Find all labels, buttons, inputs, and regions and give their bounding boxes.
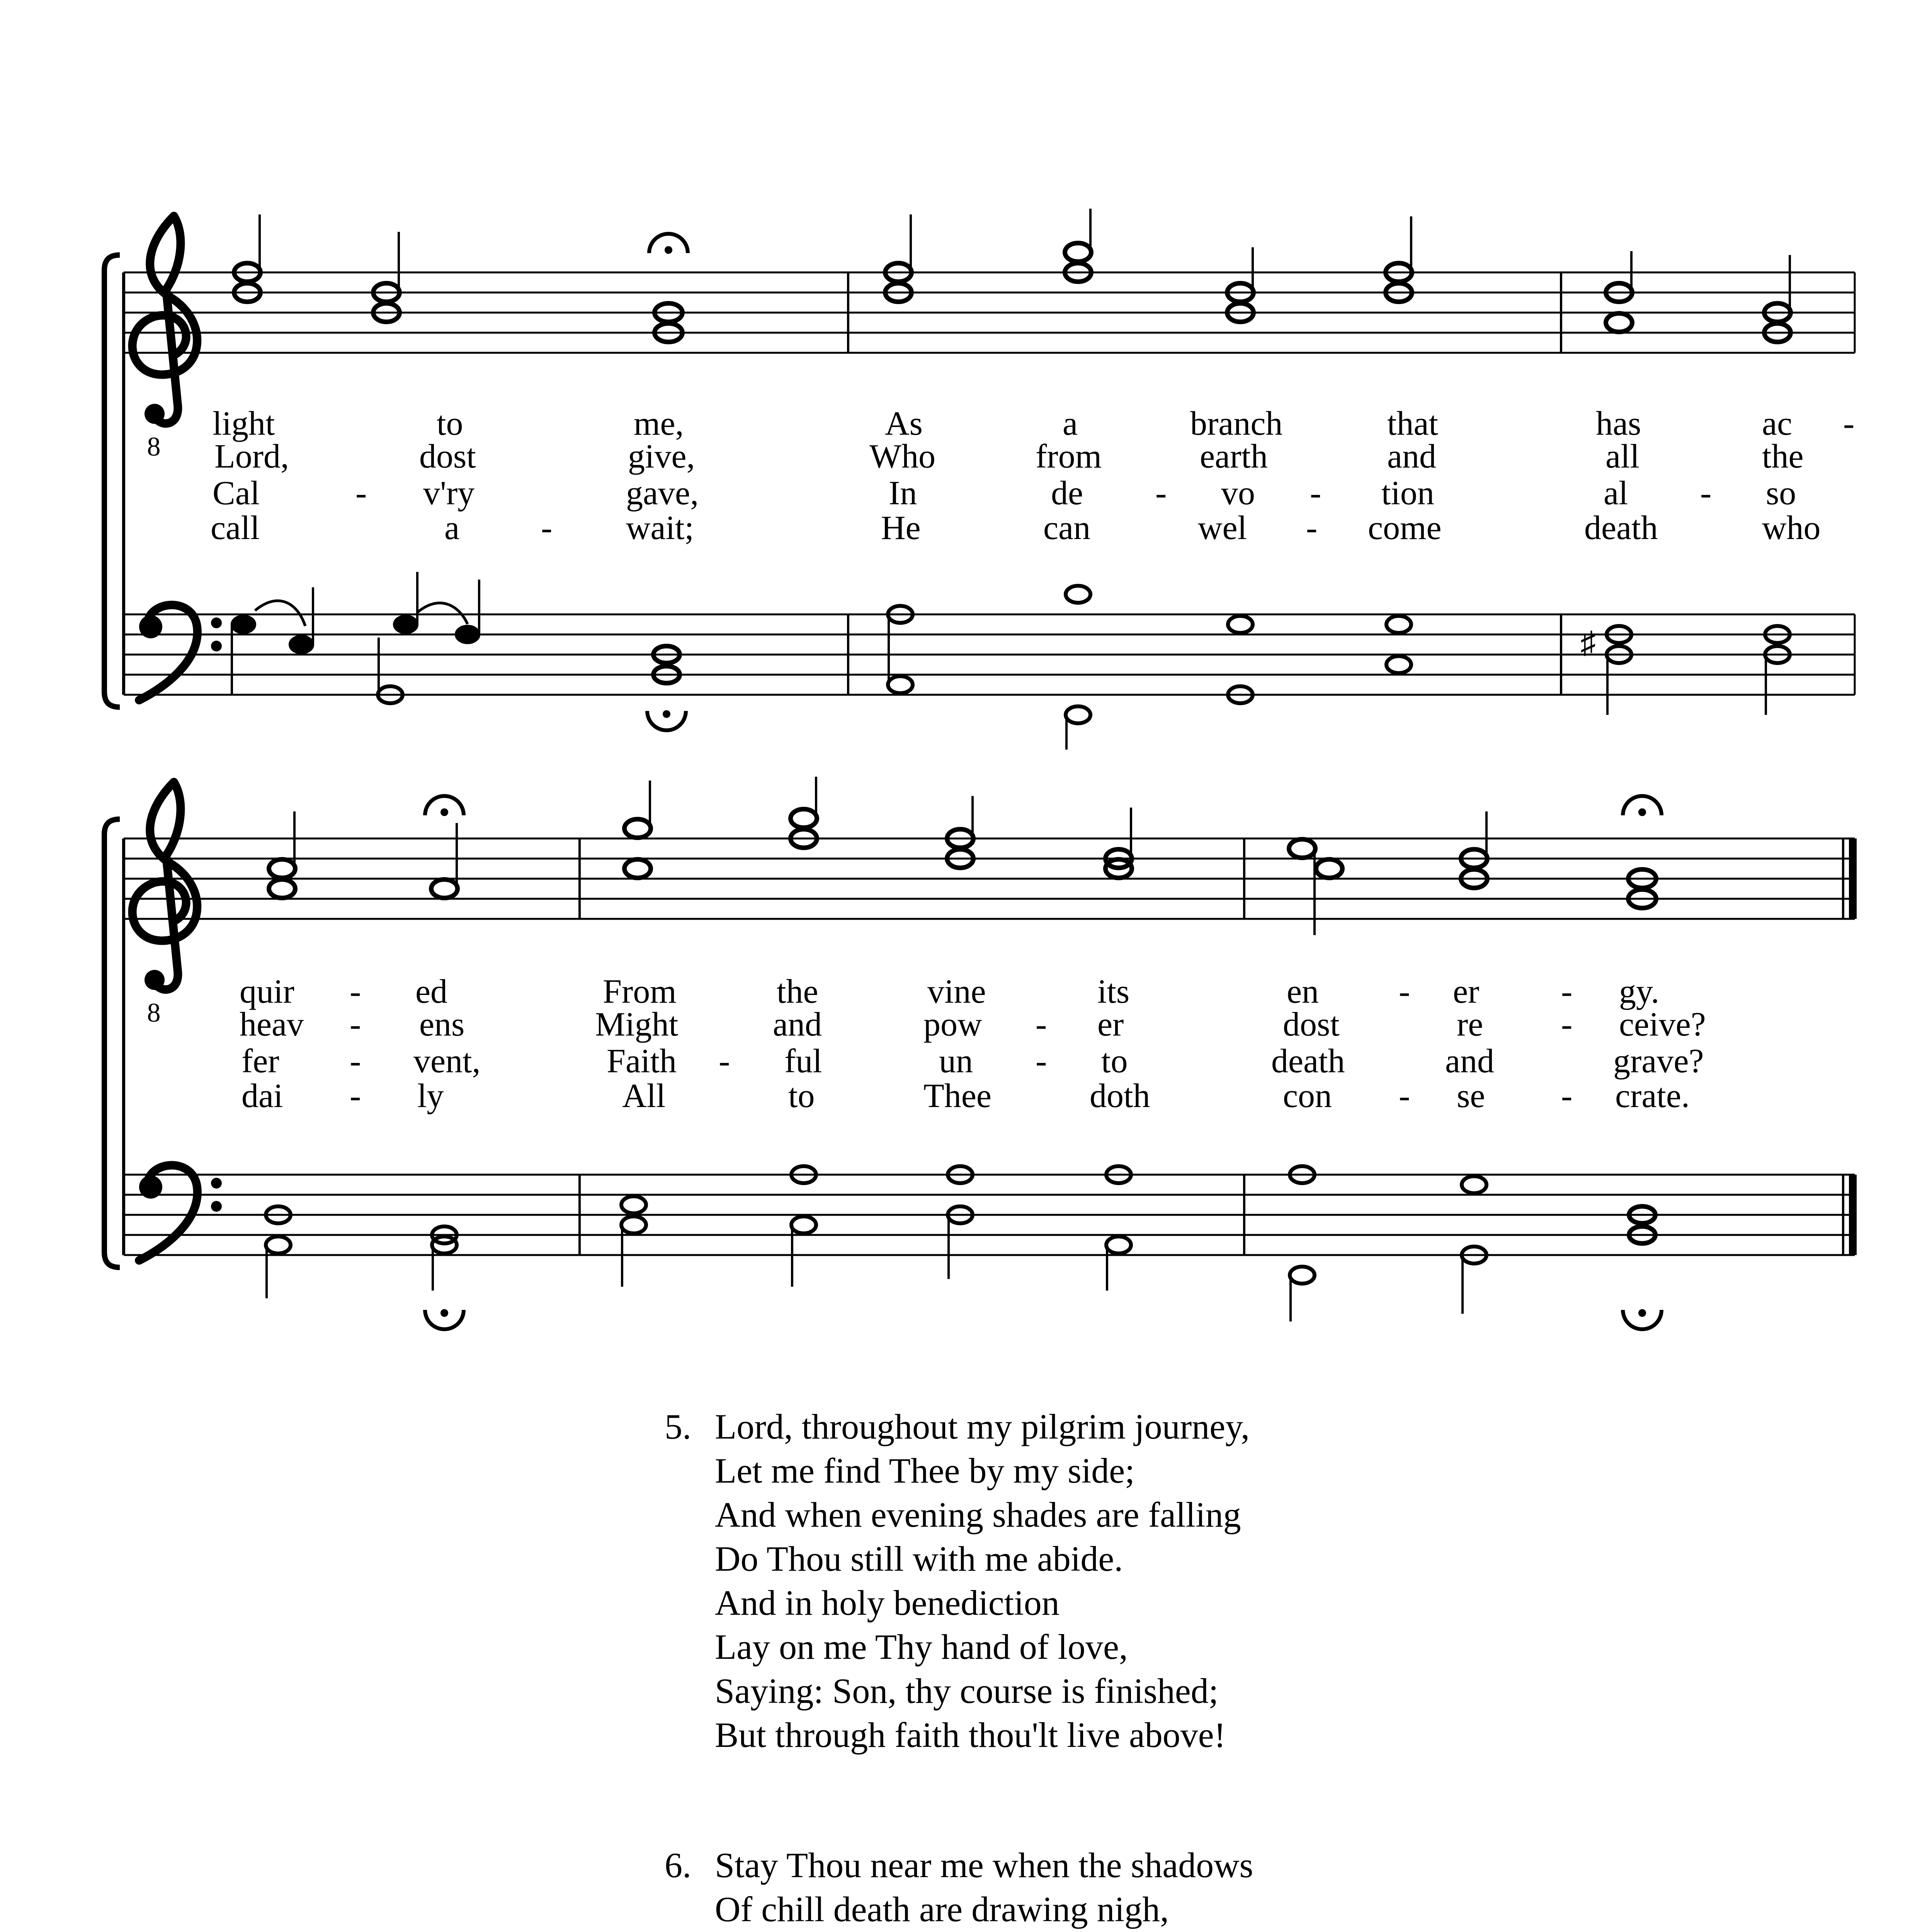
lyric-verse1-word12: From (603, 973, 677, 1010)
stanza-5 (665, 1405, 1250, 1757)
lyric-verse2-word6: earth (1200, 438, 1268, 475)
lyrics-system-1 (211, 405, 1854, 547)
lyric-verse4-hyphen5: - (1561, 1077, 1573, 1115)
lyric-verse2-word5: from (1036, 438, 1102, 475)
lyric-verse2-word4: Who (869, 438, 936, 475)
fermata-icon (649, 234, 688, 254)
lyric-verse3-word1: Cal (213, 474, 260, 512)
lyric-verse2-hyphen2: - (1036, 1006, 1047, 1043)
lyric-verse4-word6: wel (1198, 509, 1247, 547)
lyric-verse4-word9: who (1762, 509, 1821, 547)
lyric-verse3-hyphen1: - (355, 474, 367, 512)
lyric-verse1-word4: As (885, 405, 923, 442)
stanza-line: But through faith thou'lt live above! (715, 1715, 1226, 1755)
system-2 (104, 777, 1857, 1329)
lyric-verse3-word16: death (1271, 1043, 1345, 1080)
lyric-verse1-word8: has (1596, 405, 1641, 442)
lyric-verse2-word16: dost (1283, 1006, 1340, 1043)
bass-clef-icon (139, 1165, 222, 1260)
stanza-line: Lord, throughout my pilgrim journey, (715, 1407, 1250, 1446)
lyric-verse4-word12: All (622, 1077, 666, 1115)
lyric-verse2-word14: pow (923, 1006, 982, 1043)
lyric-verse1-word3: me, (634, 405, 684, 442)
fermata-icon (647, 710, 686, 730)
lyric-verse3-word12: Faith (607, 1043, 677, 1080)
stanza-line: And when evening shades are falling (715, 1495, 1241, 1534)
system-1 (104, 209, 1855, 750)
lyric-verse4-hyphen1: - (541, 509, 553, 547)
lyric-verse1-hyphen: - (1843, 405, 1855, 442)
stanza-line: Do Thou still with me abide. (715, 1539, 1123, 1578)
lyric-verse4-word2: a (444, 509, 460, 547)
stanza-line: Saying: Son, thy course is finished; (715, 1671, 1219, 1711)
lyric-verse1-hyphen2: - (350, 973, 361, 1010)
lyric-verse1-word6: branch (1190, 405, 1283, 442)
stanza-line: Of chill death are drawing nigh, (715, 1889, 1169, 1929)
lyric-verse3-word9: so (1766, 474, 1796, 512)
lyric-verse1-word16: en (1287, 973, 1319, 1010)
bass-notes (266, 1166, 1655, 1321)
lyric-verse2-word1: Lord, (214, 438, 289, 475)
lyric-verse1-word5: a (1063, 405, 1078, 442)
lyric-verse1-word10: quir (240, 973, 294, 1010)
lyric-verse1-hyphen4: - (1561, 973, 1573, 1010)
lyric-verse4-word3: wait; (626, 509, 694, 547)
lyric-verse3-word6: vo (1221, 474, 1255, 512)
stanza-6 (665, 1843, 1253, 1932)
lyric-verse1-word2: to (437, 405, 463, 442)
lyric-verse1-word18: gy. (1619, 973, 1660, 1010)
bass-notes (232, 572, 1790, 750)
lyric-verse4-word10: dai (242, 1077, 283, 1115)
stanza-line: And in holy benediction (715, 1583, 1060, 1622)
lyric-verse3-word8: al (1604, 474, 1628, 512)
lyric-verse4-word17: se (1457, 1077, 1485, 1115)
lyric-verse4-word13: to (788, 1077, 815, 1115)
lyric-verse1-word14: vine (927, 973, 986, 1010)
lyric-verse2-word13: and (773, 1006, 822, 1043)
lyric-verse3-hyphen4: - (1700, 474, 1712, 512)
lyric-verse2-hyphen1: - (350, 1006, 361, 1043)
lyric-verse3-word13: ful (784, 1043, 822, 1080)
lyric-verse2-word18: ceive? (1619, 1006, 1706, 1043)
lyric-verse3-word10: fer (242, 1043, 279, 1080)
treble-notes (269, 777, 1656, 935)
lyric-verse4-word4: He (881, 509, 921, 547)
lyric-verse3-word4: In (889, 474, 917, 512)
fermata-icon (425, 796, 464, 816)
lyric-verse1-word7: that (1387, 405, 1438, 442)
lyric-verse2-word8: all (1605, 438, 1639, 475)
lyric-verse2-word10: heav (240, 1006, 304, 1043)
lyric-verse4-word14: Thee (923, 1077, 992, 1115)
lyric-verse3-word15: to (1101, 1043, 1128, 1080)
stanza-line: Stay Thou near me when the shadows (715, 1845, 1253, 1885)
lyric-verse3-word2: v'ry (423, 474, 475, 512)
stanza-number: 5. (665, 1407, 691, 1446)
lyric-verse2-word11: ens (419, 1006, 465, 1043)
lyric-verse2-word3: give, (628, 438, 695, 475)
lyric-verse4-hyphen3: - (350, 1077, 361, 1115)
lyric-verse4-word5: can (1043, 509, 1091, 547)
lyric-verse3-hyphen6: - (719, 1043, 730, 1080)
lyric-verse2-word12: Might (595, 1006, 679, 1043)
treble-clef-icon (133, 216, 197, 462)
lyric-verse2-hyphen3: - (1561, 1006, 1573, 1043)
lyric-verse3-word18: grave? (1613, 1043, 1704, 1080)
lyric-verse4-word1: call (211, 509, 260, 547)
lyric-verse2-word9: the (1762, 438, 1804, 475)
lyric-verse1-word17: er (1453, 973, 1480, 1010)
lyric-verse4-word7: come (1368, 509, 1442, 547)
lyric-verse3-hyphen2: - (1155, 474, 1167, 512)
lyric-verse3-word17: and (1445, 1043, 1495, 1080)
lyric-verse4-word8: death (1584, 509, 1658, 547)
treble-staff (124, 838, 1855, 919)
lyric-verse2-word2: dost (419, 438, 476, 475)
bass-clef-icon (139, 605, 222, 700)
stanza-line: Lay on me Thy hand of love, (715, 1627, 1128, 1667)
treble-clef-icon (133, 782, 197, 1028)
lyric-verse2-word7: and (1387, 438, 1437, 475)
bass-staff (124, 1175, 1855, 1255)
treble-notes (234, 209, 1791, 342)
lyric-verse3-hyphen5: - (350, 1043, 361, 1080)
lyric-verse1-word1: light (213, 405, 275, 442)
lyric-verse3-hyphen7: - (1036, 1043, 1047, 1080)
lyric-verse3-hyphen3: - (1310, 474, 1321, 512)
lyric-verse2-word15: er (1097, 1006, 1124, 1043)
lyric-verse4-hyphen2: - (1306, 509, 1318, 547)
fermata-icon (1623, 796, 1662, 816)
lyric-verse4-hyphen4: - (1399, 1077, 1410, 1115)
lyric-verse1-word15: its (1097, 973, 1130, 1010)
lyric-verse3-word7: tion (1381, 474, 1434, 512)
lyric-verse1-word11: ed (415, 973, 448, 1010)
fermata-icon (1623, 1309, 1662, 1329)
lyrics-system-2 (240, 973, 1706, 1115)
lyric-verse2-word17: re (1457, 1006, 1483, 1043)
lyric-verse4-word16: con (1283, 1077, 1332, 1115)
lyric-verse4-word11: ly (417, 1077, 444, 1115)
lyric-verse4-word18: crate. (1615, 1077, 1690, 1115)
lyric-verse4-word15: doth (1090, 1077, 1150, 1115)
fermata-icon (425, 1309, 464, 1329)
lyric-verse3-word14: un (939, 1043, 973, 1080)
lyric-verse1-hyphen3: - (1399, 973, 1410, 1010)
sharp-icon: ♯ (1580, 626, 1596, 660)
lyric-verse3-word5: de (1051, 474, 1083, 512)
lyric-verse1-word13: the (777, 973, 818, 1010)
stanza-line: Let me find Thee by my side; (715, 1451, 1135, 1490)
lyric-verse3-word11: vent, (413, 1043, 481, 1080)
stanza-number: 6. (665, 1845, 691, 1885)
lyric-verse1-word9: ac (1762, 405, 1793, 442)
lyric-verse3-word3: gave, (626, 474, 699, 512)
